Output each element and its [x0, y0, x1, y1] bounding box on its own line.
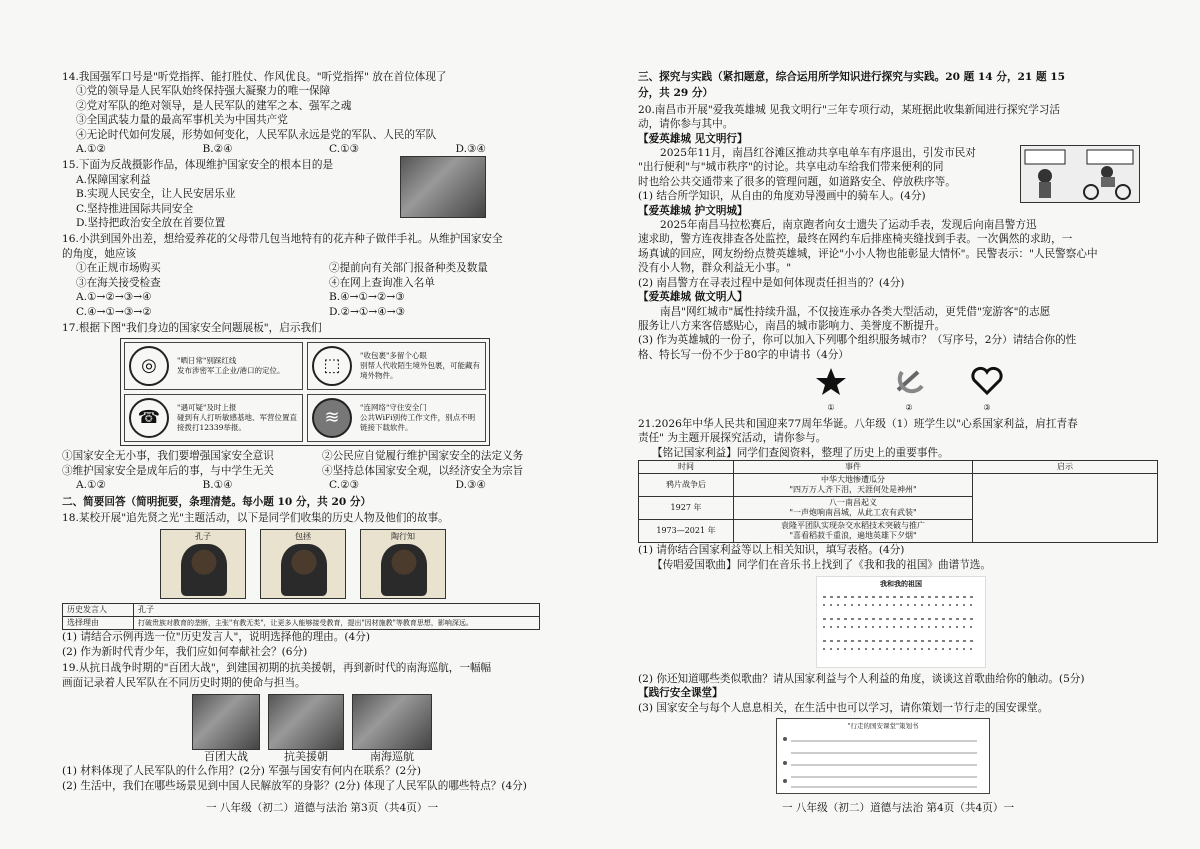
page-footer: 一 八年级（初二）道德与法治 第4页（共4页）一 [781, 801, 1015, 814]
question-16 [62, 232, 582, 318]
step: ①在正规市场购买 [76, 262, 161, 275]
wifi-icon: ≋ [312, 398, 352, 438]
choice: A.①② [76, 479, 107, 492]
statement: ③维护国家安全是成年后的事，与中学生无关 [62, 464, 274, 477]
score-title: 我和我的祖国 [880, 578, 922, 588]
portrait-confucius [160, 529, 246, 599]
choice: D.③④ [455, 143, 486, 156]
tile-body: 别帮人代收陌生境外包裹，可能藏有境外物件。 [360, 361, 480, 381]
question-stem: 20.南昌市开展"爱我英雄城 见我文明行"三年专项行动，某班据此收集新闻进行探究学习活 [638, 103, 1060, 116]
answer-cell[interactable] [973, 474, 1158, 543]
paragraph: 没有小人物，群众利益无小事。" [638, 262, 792, 275]
events-table [638, 460, 1158, 543]
tile-title: "遇可疑"及时上报 [177, 403, 237, 413]
choice: C.④→①→③→② [76, 305, 152, 318]
portrait-bao-zheng [260, 529, 346, 599]
score-notes-icon [817, 589, 985, 665]
table-cell [734, 497, 973, 520]
question-14 [62, 70, 582, 156]
question-21 [638, 417, 1158, 794]
board-tile [124, 394, 303, 442]
board-tile [307, 342, 486, 390]
choice: B.①④ [202, 479, 233, 492]
sub-question: (1) 结合所学知识，从自由的角度劝导漫画中的骑车人。(4分) [638, 190, 926, 203]
event-line: 八一南昌起义 [829, 498, 877, 508]
choice: B.④→①→②→③ [329, 291, 405, 304]
table-cell: 鸦片战争后 [639, 474, 734, 497]
board-tile [307, 394, 486, 442]
statement: ③全国武装力量的最高军事机关为中国共产党 [76, 114, 288, 127]
portrait-tao-xingzhi [360, 529, 446, 599]
question-stem: 责任" 为主题开展探究活动，请你参与。 [638, 432, 827, 445]
sub-question: (1) 请结合示例再选一位"历史发言人"，说明选择他的理由。(4分) [62, 631, 370, 644]
question-18 [62, 511, 582, 659]
hundred-regiments-photo [192, 694, 260, 750]
photo-caption: 百团大战 [204, 749, 248, 763]
korean-war-photo [268, 694, 344, 750]
section-heading: 分，共 29 分） [638, 87, 714, 100]
table-header: 时间 [639, 461, 734, 474]
subheading: 【铭记国家利益】同学们查阅资料，整理了历史上的重要事件。 [652, 446, 949, 459]
tile-title: "连网络"守住安全门 [360, 403, 427, 413]
paragraph: 服务让八方来客倍感贴心，南昌的城市影响力、美誉度不断提升。 [638, 319, 946, 332]
heart-logo-icon [970, 366, 1004, 396]
question-20 [638, 103, 1158, 415]
choice: D.②→①→④→③ [329, 305, 406, 318]
bike-cartoon [1020, 145, 1140, 203]
subheading: 【爱英雄城 见文明行】 [638, 132, 748, 145]
sub-question: (3) 作为英雄城的一份子，你可以加入下列哪个组织服务城市？（写序号，2分）请结合你的性 [638, 334, 1077, 347]
table-cell: 1927 年 [639, 497, 734, 520]
choice: C.坚持推进国际共同安全 [76, 202, 194, 215]
choice: D.坚持把政治安全放在首要位置 [76, 217, 226, 230]
question-stem: 18.某校开展"追先贤之光"主题活动，以下是同学们收集的历史人物及他们的故事。 [62, 511, 449, 524]
page-footer: 一 八年级（初二）道德与法治 第3页（共4页）一 [205, 801, 439, 814]
question-stem: 画面记录着人民军队在不同历史时期的使命与担当。 [62, 676, 306, 689]
choice: C.②③ [329, 479, 360, 492]
tile-body: 发布涉密军工企业/港口的定位。 [177, 366, 285, 376]
page-3 [62, 0, 582, 849]
portrait-label: 陶行知 [391, 532, 415, 542]
sub-question: (1) 材料体现了人民军队的什么作用？(2分) 军强与国安有何内在联系？(2分) [62, 765, 421, 778]
statement: ④坚持总体国家安全观，以经济安全为宗旨 [322, 464, 524, 477]
question-17 [62, 321, 582, 493]
choice: A.①→②→③→④ [76, 291, 152, 304]
music-score [816, 576, 986, 668]
step: ③在海关接受检查 [76, 276, 161, 289]
subheading: 【爱英雄城 护文明城】 [638, 204, 748, 217]
choice: B.②④ [202, 143, 233, 156]
south-sea-patrol-photo [352, 694, 432, 750]
lesson-plan-box [776, 718, 990, 794]
camera-aperture-icon: ◎ [129, 346, 169, 386]
table-cell [734, 474, 973, 497]
volunteer-star-logo-icon [814, 366, 848, 396]
subheading: 【爱英雄城 做文明人】 [638, 291, 748, 304]
question-stem: 21.2026年中华人民共和国迎来77周年华诞。八年级（1）班学生以"心系国家利益，肩扛青春 [638, 417, 1078, 430]
logo-label: ① [827, 402, 835, 412]
table-header: 事件 [734, 461, 973, 474]
board-tile [124, 342, 303, 390]
party-emblem-logo-icon [892, 366, 926, 396]
sub-question: 格、特长写一份不少于80字的申请书（4分） [638, 348, 849, 361]
step: ②提前向有关部门报备种类及数量 [329, 262, 488, 275]
event-line: "喜看稻菽千重浪，遍地英雄下夕烟" [789, 531, 917, 541]
event-line: 袁隆平团队实现杂交水稻技术突破与推广 [781, 521, 925, 531]
choice: D.③④ [455, 479, 486, 492]
paragraph: 2025年南昌马拉松赛后，南京跑者向女士遗失了运动手表，发现后向南昌警方迅 [660, 219, 1037, 232]
photo-caption: 南海巡航 [370, 749, 414, 763]
statement: ④无论时代如何发展，形势如何变化，人民军队永远是党的军队、人民的军队 [76, 128, 437, 141]
table-cell: 1973—2021 年 [639, 520, 734, 543]
tile-body: 公共WiFi别传工作文件，别点不明链接下载软件。 [360, 413, 476, 433]
sub-question: (2) 生活中，我们在哪些场景见到中国人民解放军的身影？(2分) 体现了人民军队的哪些特点？(4分) [62, 779, 527, 792]
choice: A.保障国家利益 [76, 173, 151, 186]
question-19 [62, 661, 582, 793]
table-cell [734, 520, 973, 543]
scooter-cartoon-icon [1021, 146, 1139, 202]
statement: ①党的领导是人民军队始终保持强大凝聚力的唯一保障 [76, 85, 331, 98]
question-stem: 19.从抗日战争时期的"百团大战"，到建国初期的抗美援朝，再到新时代的南海巡航，一幅幅 [62, 662, 492, 675]
portrait-label: 孔子 [195, 532, 211, 542]
statement: ②公民应自觉履行维护国家安全的法定义务 [322, 450, 524, 463]
section-heading: 二、简要回答（简明扼要，条理清楚。每小题 10 分，共 20 分） [62, 495, 372, 508]
page-4 [638, 0, 1158, 849]
speaker-table [62, 603, 540, 630]
question-stem: 17.根据下图"我们身边的国家安全问题展板"，启示我们 [62, 321, 322, 334]
phone-icon: ☎ [129, 398, 169, 438]
statement: ①国家安全无小事，我们要增强国家安全意识 [62, 450, 274, 463]
paragraph: 速求助，警方连夜排查各处监控，最终在网约车后排座椅夹缝找到手表。一次偶然的求助，一 [638, 233, 1073, 246]
package-icon: ⬚ [312, 346, 352, 386]
table-cell: 打破贵族对教育的垄断，主张"有教无类"，让更多人能够接受教育，提出"因材施教"等教育思想，影响深远。 [134, 617, 540, 630]
table-cell: 孔子 [134, 604, 540, 617]
logo-label: ② [905, 402, 913, 412]
paragraph: 时也给公共交通带来了很多的管理问题，如道路安全、停放秩序等。 [638, 175, 956, 188]
sub-question: (2) 你还知道哪些类似歌曲？请从国家利益与个人利益的角度，谈谈这首歌曲给你的触动。(5分) [638, 672, 1085, 685]
photo-caption: 抗美援朝 [284, 749, 328, 763]
step: ④在网上查询准入名单 [329, 276, 435, 289]
paragraph: 2025年11月，南昌红谷滩区推动共享电单车有序退出，引发市民对 [660, 147, 976, 160]
paragraph: 南昌"网红城市"属性持续升温，不仅接连承办各类大型活动，更凭借"宠游客"的志愿 [660, 305, 1051, 318]
statement: ②党对军队的绝对领导，是人民军队的建军之本、强军之魂 [76, 99, 352, 112]
sub-question: (2) 南昌警方在寻表过程中是如何体现责任担当的？(4分) [638, 276, 905, 289]
plan-title: "行走的国安课堂"策划书 [847, 722, 919, 731]
logo-label: ③ [983, 402, 991, 412]
paragraph: "出行便利"与"城市秩序"的讨论。共享电动车给我们带来便利的同 [638, 161, 944, 174]
section-heading: 三、探究与实践（紧扣题意，综合运用所学知识进行探究与实践。20 题 14 分，21 题 15 [638, 71, 1066, 83]
subheading: 【传唱爱国歌曲】同学们在音乐书上找到了《我和我的祖国》曲谱节选。 [652, 558, 991, 571]
paragraph: 场真诚的回应，网友纷纷点赞英雄城，评论"小小人物也能彰显大情怀"。民警表示："人民警察心中 [638, 247, 1098, 260]
question-15 [62, 158, 582, 230]
tile-title: "晒日常"别踩红线 [177, 356, 237, 366]
tile-title: "收包裹"多留个心眼 [360, 351, 427, 361]
portrait-label: 包拯 [295, 532, 311, 542]
choice: A.①② [76, 143, 107, 156]
tile-body: 碰到有人打听敏感基地、军营位置直接拨打12339举报。 [177, 413, 297, 433]
plan-lines-icon [777, 731, 989, 791]
choice: C.①③ [329, 143, 360, 156]
table-header: 启示 [973, 461, 1158, 474]
question-stem: 14.我国强军口号是"听党指挥、能打胜仗、作风优良。"听党指挥" 放在首位体现了 [62, 71, 447, 83]
sub-question: (3) 国家安全与每个人息息相关，在生活中也可以学习，请你策划一节行走的国安课堂。 [638, 701, 1049, 714]
event-line: "四万万人齐下泪，天涯何处是神州" [789, 485, 917, 495]
subheading: 【践行安全课堂】 [638, 687, 723, 700]
sub-question: (2) 作为新时代青少年，我们应如何奉献社会？(6分) [62, 645, 308, 658]
table-cell: 选择理由 [63, 617, 134, 630]
security-board [120, 338, 490, 446]
question-stem: 15.下面为反战摄影作品，体现维护国家安全的根本目的是 [62, 159, 334, 172]
anti-war-photo [400, 156, 486, 218]
event-line: "一声炮响南昌城，从此工农有武装" [789, 508, 917, 518]
event-line: 中华大地惨遭瓜分 [821, 475, 885, 485]
question-stem: 的角度，她应该 [62, 247, 137, 260]
question-stem: 16.小洪到国外出差，想给爱养花的父母带几包当地特有的花卉种子做伴手礼。从维护国家安全 [62, 233, 503, 246]
choice: B.实现人民安全，让人民安居乐业 [76, 188, 236, 201]
table-cell: 历史发言人 [63, 604, 134, 617]
sub-question: (1) 请你结合国家利益等以上相关知识，填写表格。(4分) [638, 544, 905, 557]
question-stem: 动，请你参与其中。 [638, 118, 734, 131]
